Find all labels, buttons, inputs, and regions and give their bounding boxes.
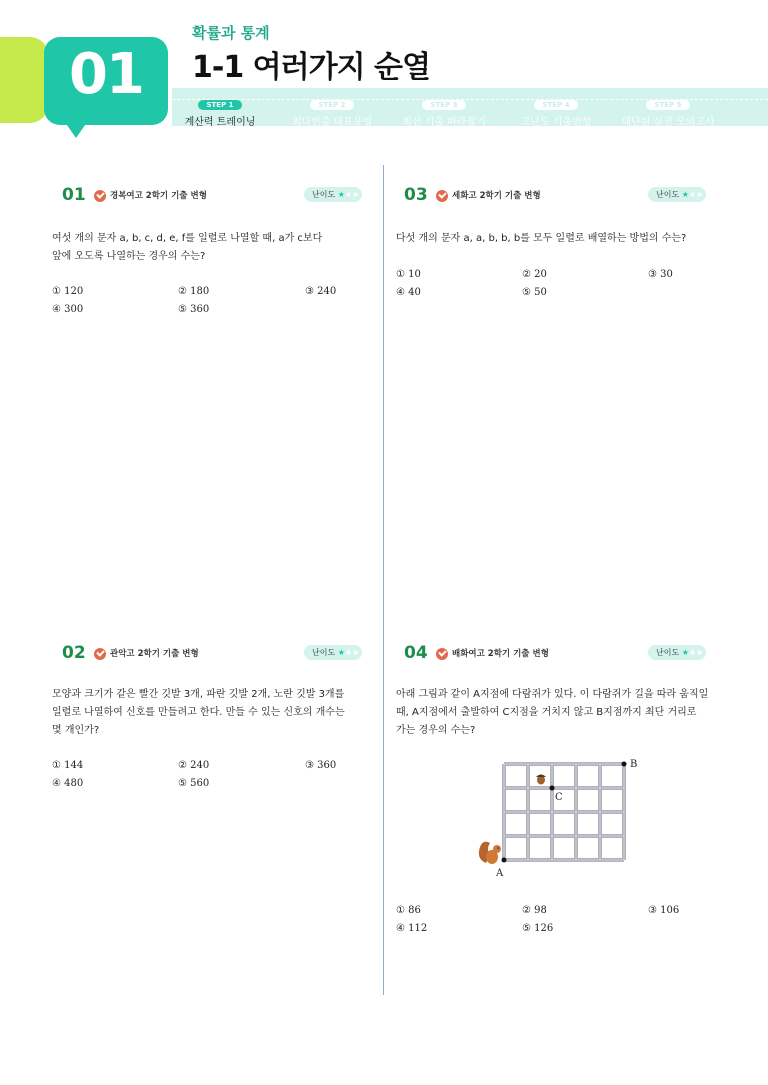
step-1[interactable] [170,92,270,128]
question-line: 앞에 오도록 나열하는 경우의 수는? [52,251,206,262]
choice-1[interactable]: ① 144 [52,760,84,771]
subject-title: 확률과 통계 [192,24,270,42]
check-icon [436,648,448,660]
label-a: A [496,868,504,879]
difficulty-label: 난이도 [312,190,336,199]
question-03-text [396,230,686,248]
chapter-number: 01 [69,42,143,107]
choice-2[interactable]: ② 98 [522,905,547,916]
point-b [622,762,627,767]
question-source: 배화여고 2학기 기출 변형 [452,649,549,659]
question-number: 03 [404,185,428,205]
column-divider [383,165,384,995]
choice-2[interactable]: ② 240 [178,760,210,771]
question-line: 아래 그림과 같이 A지점에 다람쥐가 있다. 이 다람쥐가 길을 따라 움직일 [396,689,709,700]
step-5[interactable] [618,92,718,128]
choice-3[interactable]: ③ 30 [648,269,673,280]
difficulty-label: 난이도 [656,648,680,657]
choice-1[interactable]: ① 86 [396,905,421,916]
step-pill: STEP 3 [422,100,465,110]
choice-2[interactable]: ② 180 [178,286,210,297]
question-line: 몇 개인가? [52,725,100,736]
question-04-text [396,686,708,740]
question-line: 일렬로 나열하여 신호를 만들려고 한다. 만들 수 있는 신호의 개수는 [52,707,345,718]
question-number: 04 [404,643,428,663]
choice-3[interactable]: ③ 240 [305,286,337,297]
step-label: 계산력 트레이닝 [184,117,256,128]
star-empty-icon: ★★ [688,648,704,657]
step-2[interactable] [282,92,382,128]
choice-3[interactable]: ③ 360 [305,760,337,771]
star-icon: ★ [337,190,345,199]
question-source: 경복여고 2학기 기출 변형 [110,191,207,201]
label-b: B [630,759,638,770]
choice-4[interactable]: ④ 300 [52,304,84,315]
step-3[interactable] [394,92,494,128]
choice-4[interactable]: ④ 480 [52,778,84,789]
step-label: 최신 기출 따라잡기 [402,117,486,128]
page-title: 1-1 여러가지 순열 [192,50,430,85]
step-label: 고난도 기출변형 [520,117,592,128]
difficulty-badge [648,645,706,660]
acorn-icon [536,775,546,785]
question-line: 모양과 크기가 같은 빨간 깃발 3개, 파란 깃발 2개, 노란 깃발 3개를 [52,689,345,700]
difficulty-badge [304,187,362,202]
question-03-header [404,187,706,209]
check-icon [436,190,448,202]
star-icon: ★ [681,648,689,657]
star-empty-icon: ★★ [688,190,704,199]
choice-5[interactable]: ⑤ 126 [522,923,554,934]
choice-5[interactable]: ⑤ 560 [178,778,210,789]
choice-2[interactable]: ② 20 [522,269,547,280]
choice-4[interactable]: ④ 40 [396,287,421,298]
question-02-header [62,645,362,667]
star-icon: ★ [681,190,689,199]
question-line: 다섯 개의 문자 a, a, b, b, b를 모두 일렬로 배열하는 방법의 수는? [396,233,687,244]
question-source: 세화고 2학기 기출 변형 [452,191,541,201]
label-c: C [555,792,563,803]
question-line: 여섯 개의 문자 a, b, c, d, e, f를 일렬로 나열할 때, a가 c보다 [52,233,323,244]
difficulty-label: 난이도 [312,648,336,657]
grid-path-figure [440,755,660,885]
step-pill: STEP 4 [534,100,577,110]
difficulty-badge [648,187,706,202]
step-pill: STEP 5 [646,100,689,110]
difficulty-label: 난이도 [656,190,680,199]
question-04-header [404,645,706,667]
question-number: 01 [62,185,86,205]
check-icon [94,648,106,660]
choice-5[interactable]: ⑤ 50 [522,287,547,298]
check-icon [94,190,106,202]
choice-5[interactable]: ⑤ 360 [178,304,210,315]
question-line: 가는 경우의 수는? [396,725,476,736]
star-empty-icon: ★★ [344,190,360,199]
choice-4[interactable]: ④ 112 [396,923,428,934]
question-01-header [62,187,362,209]
step-pill: STEP 1 [198,100,241,110]
choice-1[interactable]: ① 10 [396,269,421,280]
step-label: 대단원 실전 모의고사 [621,117,715,128]
point-c [550,786,555,791]
choice-3[interactable]: ③ 106 [648,905,680,916]
question-01-text [52,230,322,266]
choice-1[interactable]: ① 120 [52,286,84,297]
question-line: 때, A지점에서 출발하여 C지점을 거치지 않고 B지점까지 최단 거리로 [396,707,697,718]
step-4[interactable] [506,92,606,128]
chapter-badge-tail [62,118,90,138]
question-source: 관악고 2학기 기출 변형 [110,649,199,659]
step-pill: STEP 2 [310,100,353,110]
star-empty-icon: ★★ [344,648,360,657]
header-accent-tab [0,37,48,123]
question-number: 02 [62,643,86,663]
question-02-text [52,686,345,740]
star-icon: ★ [337,648,345,657]
difficulty-badge [304,645,362,660]
step-label: 최다빈출 대표유형 [291,117,373,128]
squirrel-icon [479,842,501,864]
point-a [502,858,507,863]
